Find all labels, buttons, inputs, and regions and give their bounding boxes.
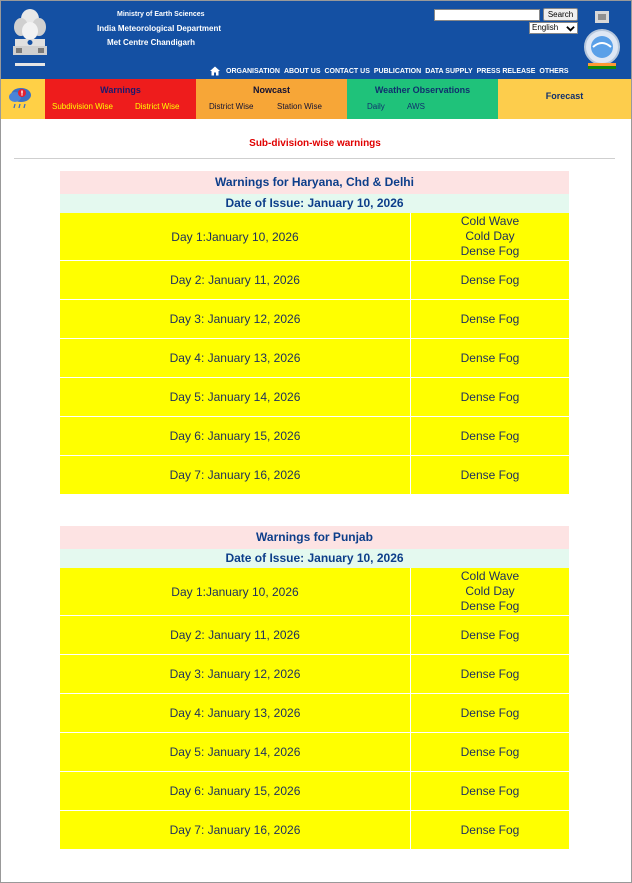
day-cell: Day 5: January 14, 2026 [60,378,411,416]
day-cell: Day 6: January 15, 2026 [60,417,411,455]
warning-label: Dense Fog [460,627,520,642]
table-title: Warnings for Haryana, Chd & Delhi [60,171,569,194]
warning-cell [411,456,569,494]
warning-cell [411,261,569,299]
ashoka-emblem-icon[interactable] [9,5,51,71]
day-cell: Day 6: January 15, 2026 [60,772,411,810]
warning-label: Dense Fog [460,705,520,720]
nav-contact-us[interactable]: CONTACT US [324,67,370,75]
ministry-name: Ministry of Earth Sciences [117,11,205,18]
day-cell: Day 7: January 16, 2026 [60,811,411,849]
table-row [60,654,569,693]
menu-warnings-title[interactable]: Warnings [100,85,141,95]
warning-label: Dense Fog [460,599,520,613]
menu-nowcast-district[interactable]: District Wise [209,102,254,111]
table-row [60,338,569,377]
menu-observations[interactable] [347,79,498,119]
table-row [60,377,569,416]
warning-cell [411,772,569,810]
table-row [60,693,569,732]
table-row [60,416,569,455]
table-row [60,213,569,260]
warning-cell [411,733,569,771]
warning-cell [411,339,569,377]
day-cell: Day 1:January 10, 2026 [60,568,411,615]
warning-cell [411,378,569,416]
nav-about-us[interactable]: ABOUT US [283,67,321,75]
menu-observations-daily[interactable]: Daily [367,102,385,111]
menu-icon-cell [1,79,45,119]
warning-label: Cold Day [465,229,515,243]
top-navigation [210,65,573,77]
warning-label: Dense Fog [460,467,520,482]
menu-observations-aws[interactable]: AWS [407,102,425,111]
menu-nowcast-station[interactable]: Station Wise [277,102,322,111]
table-row [60,299,569,338]
menu-observations-title[interactable]: Weather Observations [374,85,471,95]
warning-label: Dense Fog [460,783,520,798]
menu-nowcast-title[interactable]: Nowcast [252,85,290,95]
imd-logo-icon[interactable] [582,9,622,71]
day-cell: Day 5: January 14, 2026 [60,733,411,771]
language-select-value: English [532,23,559,32]
table-row [60,260,569,299]
site-header [1,1,631,79]
day-cell: Day 2: January 11, 2026 [60,616,411,654]
warning-cell [411,655,569,693]
table-row [60,455,569,494]
table-row [60,568,569,615]
issue-date: Date of Issue: January 10, 2026 [60,549,569,568]
menu-warnings-district[interactable]: District Wise [135,102,180,111]
chevron-down-icon [566,24,575,33]
table-row [60,771,569,810]
warning-label: Dense Fog [460,666,520,681]
warnings-table-punjab [60,526,569,849]
day-cell: Day 2: January 11, 2026 [60,261,411,299]
warnings-table-haryana [60,171,569,494]
nav-data-supply[interactable]: DATA SUPPLY [425,67,473,75]
centre-name: Met Centre Chandigarh [107,38,196,47]
warning-label: Dense Fog [460,744,520,759]
nav-organisation[interactable]: ORGANISATION [226,67,280,75]
menu-forecast[interactable] [498,79,631,119]
day-cell: Day 4: January 13, 2026 [60,339,411,377]
table-row [60,732,569,771]
warning-label: Dense Fog [460,389,520,404]
nav-press-release[interactable]: PRESS RELEASE [476,67,536,75]
warning-label: Cold Day [465,584,515,598]
warning-cell [411,811,569,849]
day-cell: Day 4: January 13, 2026 [60,694,411,732]
nav-others[interactable]: OTHERS [539,67,569,75]
warning-cell [411,417,569,455]
page-title: Sub-division-wise warnings [249,138,381,149]
search-input[interactable] [434,9,540,21]
day-cell: Day 3: January 12, 2026 [60,655,411,693]
warning-label: Dense Fog [460,350,520,365]
day-cell: Day 1:January 10, 2026 [60,213,411,260]
warning-label: Dense Fog [460,822,520,837]
nav-publication[interactable]: PUBLICATION [373,67,422,75]
menu-forecast-title[interactable]: Forecast [545,91,584,101]
issue-date: Date of Issue: January 10, 2026 [60,194,569,213]
warning-label: Dense Fog [460,428,520,443]
day-cell: Day 3: January 12, 2026 [60,300,411,338]
search-button[interactable]: Search [543,8,578,21]
warning-label: Cold Wave [460,569,520,583]
table-row [60,615,569,654]
warning-label: Dense Fog [460,272,520,287]
main-menu-bar [1,79,631,119]
menu-nowcast[interactable] [196,79,347,119]
menu-warnings[interactable] [45,79,196,119]
menu-warnings-subdivision[interactable]: Subdivision Wise [52,102,113,111]
warning-label: Dense Fog [460,244,520,258]
department-name: India Meteorological Department [97,24,222,33]
warning-cell [411,213,569,260]
warning-cell [411,300,569,338]
warning-cell [411,694,569,732]
warning-cell [411,616,569,654]
language-select[interactable] [529,22,578,34]
home-icon[interactable] [210,66,220,76]
day-cell: Day 7: January 16, 2026 [60,456,411,494]
warning-label: Cold Wave [460,214,520,228]
divider [14,158,615,159]
table-title: Warnings for Punjab [60,526,569,549]
table-row [60,810,569,849]
warning-label: Dense Fog [460,311,520,326]
weather-warning-icon[interactable] [1,79,45,119]
warning-cell [411,568,569,615]
